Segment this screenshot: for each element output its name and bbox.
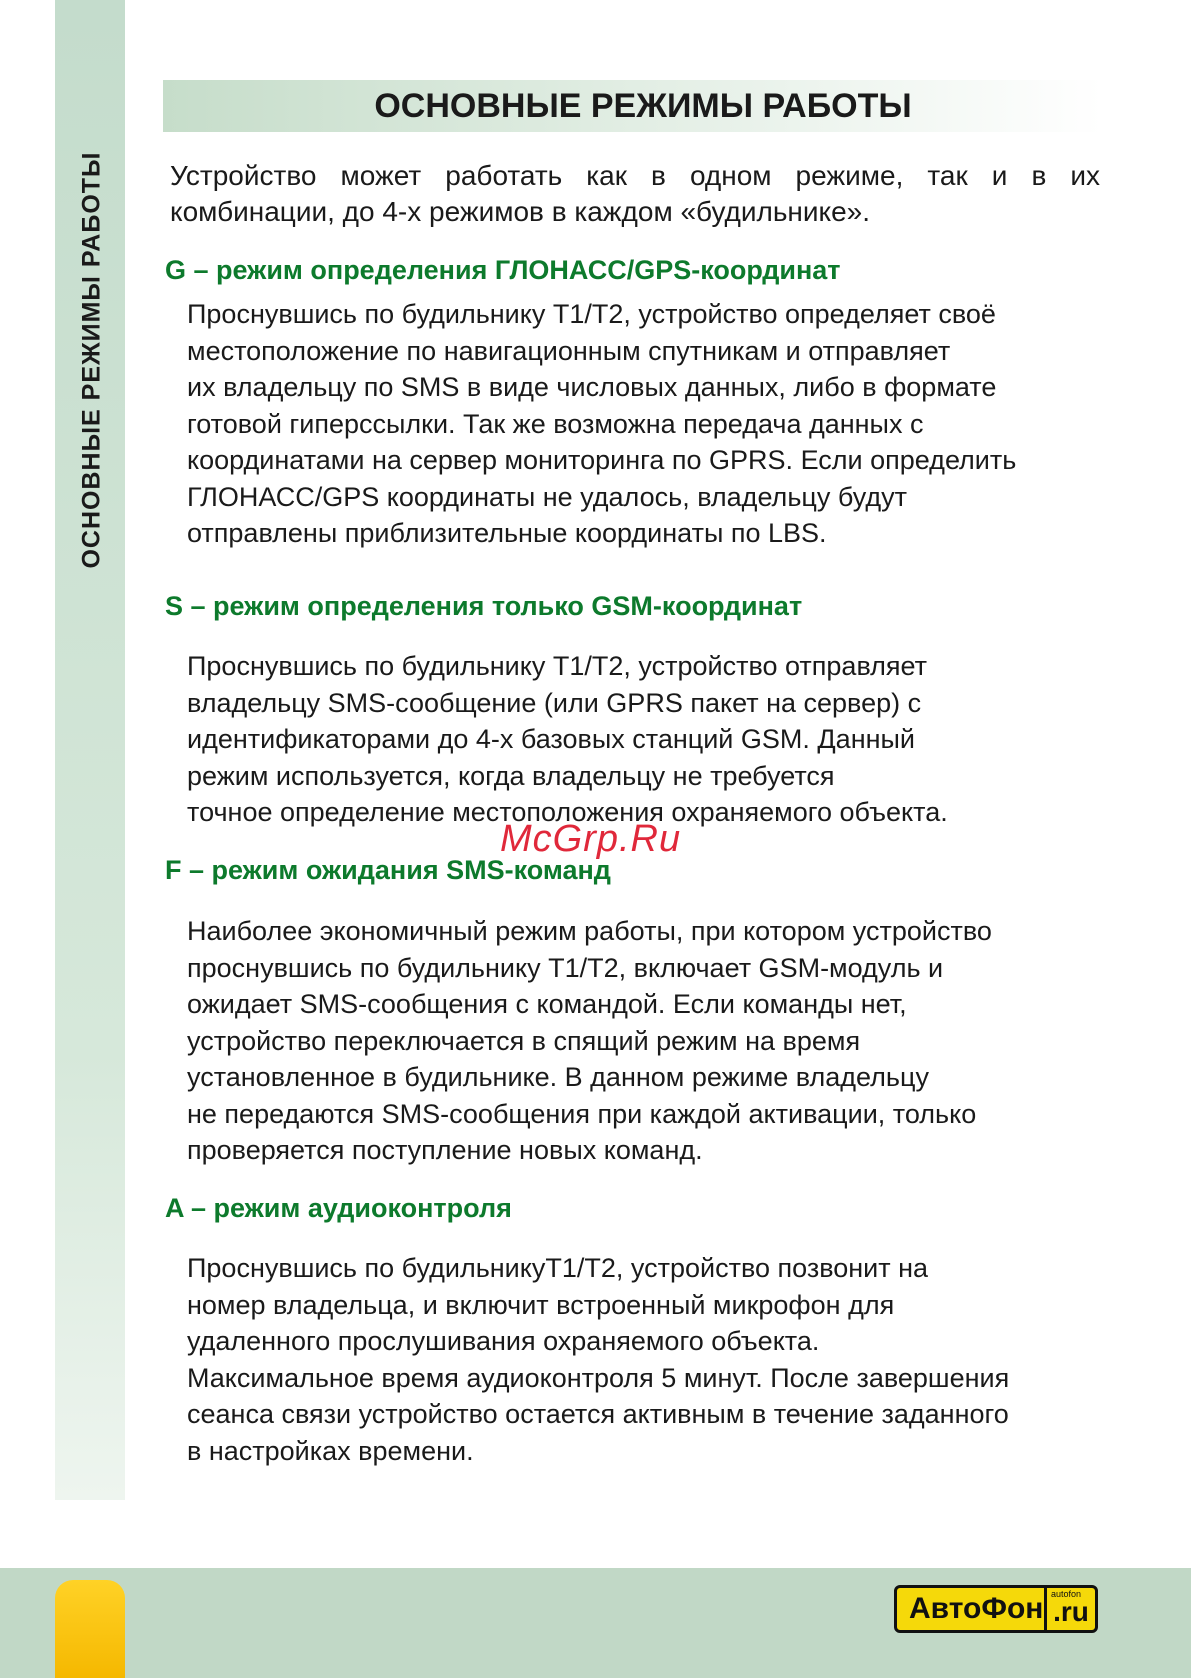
section-body-s	[187, 648, 1107, 831]
text-line: Проснувшись по будильнику T1/T2, устройство определяет своё	[187, 299, 996, 329]
text-line: идентификаторами до 4-х базовых станций GSM. Данный	[187, 724, 916, 754]
text-line: местоположение по навигационным спутникам и отправляет	[187, 335, 951, 366]
autofon-logo	[894, 1585, 1098, 1633]
text-line: координатами на сервер мониторинга по GPRS. Если определить	[187, 445, 1017, 475]
text-line: номер владельца, и включит встроенный микрофон для	[187, 1289, 895, 1320]
watermark: McGrp.Ru	[500, 818, 682, 860]
text-line: сеанса связи устройство остается активным в течение заданного	[187, 1399, 1009, 1429]
section-heading-g: G – режим определения ГЛОНАСС/GPS-координат	[165, 255, 841, 285]
logo-small-text: autofon	[1051, 1589, 1082, 1599]
section-heading-f: F – режим ожидания SMS-команд	[165, 855, 611, 885]
text-line: ГЛОНАСС/GPS координаты не удалось, владельцу будут	[187, 481, 907, 512]
text-line: Проснувшись по будильнику T1/T2, устройство отправляет	[187, 651, 928, 681]
text-line: ожидает SMS-сообщения с командой. Если команды нет,	[187, 989, 907, 1019]
text-line: их владельцу по SMS в виде числовых данных, либо в формате	[187, 372, 997, 402]
text-line: точное определение местоположения охраняемого объекта.	[187, 797, 948, 827]
text-line: установленное в будильнике. В данном режиме владельцу	[187, 1062, 929, 1092]
side-title: ОСНОВНЫЕ РЕЖИМЫ РАБОТЫ	[77, 151, 106, 569]
section-body-g	[187, 296, 1107, 552]
text-line: устройство переключается в спящий режим на время	[187, 1025, 861, 1056]
text-line: в настройках времени.	[187, 1435, 474, 1466]
page-title: ОСНОВНЫЕ РЕЖИМЫ РАБОТЫ	[374, 87, 912, 125]
text-line: проверяется поступление новых команд.	[187, 1135, 703, 1165]
text-line: удаленного прослушивания охраняемого объекта.	[187, 1326, 820, 1356]
logo-ru-text: .ru	[1053, 1596, 1089, 1627]
text-line: отправлены приблизительные координаты по LBS.	[187, 518, 827, 548]
text-line: готовой гиперссылки. Так же возможна передача данных с	[187, 408, 924, 439]
section-heading-s: S – режим определения только GSM-координат	[165, 591, 803, 621]
logo-ru-box	[1044, 1588, 1095, 1630]
section-body-a	[187, 1250, 1107, 1469]
text-line: Наиболее экономичный режим работы, при котором устройство	[187, 916, 992, 946]
section-heading-a: A – режим аудиоконтроля	[165, 1193, 512, 1223]
text-line: Максимальное время аудиоконтроля 5 минут. После завершения	[187, 1362, 1010, 1393]
text-line: Проснувшись по будильникуT1/T2, устройство позвонит на	[187, 1253, 929, 1283]
text-line: режим используется, когда владельцу не требуется	[187, 760, 835, 791]
logo-main-text: АвтоФон	[909, 1592, 1044, 1625]
text-line: не передаются SMS-сообщения при каждой активации, только	[187, 1098, 977, 1129]
text-line: владельцу SMS-сообщение (или GPRS пакет на сервер) с	[187, 687, 922, 718]
page-tab	[55, 1580, 125, 1678]
text-line: проснувшись по будильнику T1/T2, включает GSM-модуль и	[187, 952, 944, 983]
intro-paragraph: Устройство может работать как в одном режиме, так и в их комбинации, до 4-х режимов в каждом «будильнике».	[170, 160, 1100, 227]
section-body-f	[187, 913, 1107, 1169]
